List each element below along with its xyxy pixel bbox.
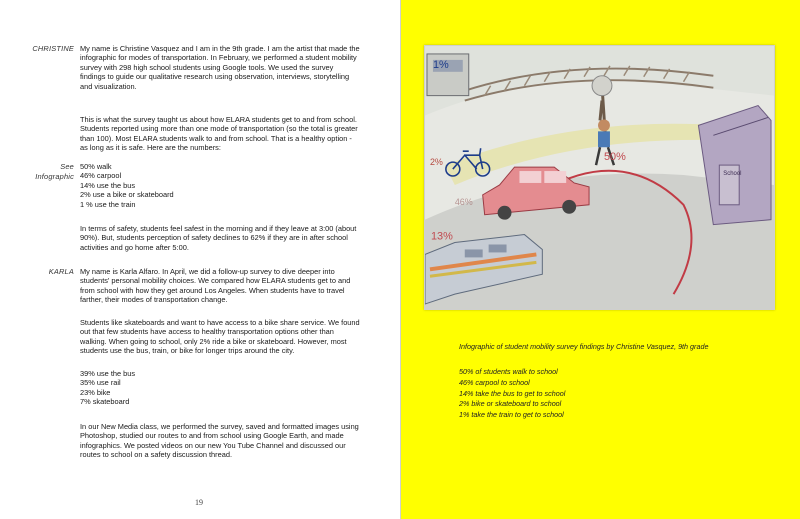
- train-window-1: [465, 249, 483, 257]
- walker-head: [598, 119, 610, 131]
- karla-numbers-list: [80, 369, 360, 407]
- finding-item: 1% take the train to get to school: [459, 410, 564, 420]
- karla-intro-paragraph: My name is Karla Alfaro. In April, we did a follow-up survey to dive deeper into students' personal mobility choices. We compared how ELARA students get to and from school with how they get around Los Angeles. When students have to travel farther, their modes of transportation change.: [80, 267, 351, 305]
- right-page: [401, 0, 800, 519]
- finding-item: 2% bike or skateboard to school: [459, 399, 562, 409]
- christine-safety-paragraph: In terms of safety, students feel safest in the morning and if they leave at 3:00 (about 90%). But, students perception of safety declines to 62% if they are in after school activities and go home after 5:00.: [80, 224, 357, 252]
- christine-numbers-list: [80, 162, 360, 209]
- label-school: School: [723, 171, 742, 178]
- findings-list: [459, 367, 759, 421]
- infographic-margin-label: Infographic: [35, 172, 74, 181]
- page-number: 19: [195, 498, 203, 507]
- car-wheel-front: [562, 200, 576, 214]
- finding-item: 46% carpool to school: [459, 377, 530, 387]
- list-item: 39% use the bus: [80, 369, 136, 378]
- label-46pct: 46%: [454, 196, 473, 207]
- finding-item: 14% take the bus to get to school: [459, 388, 566, 398]
- list-item: 1 % use the train: [80, 199, 136, 209]
- karla-skate-paragraph: Students like skateboards and want to have access to a bike share service. We found out that few students have access to healthy transportation options other than walking. When going to school, only 2% ride a bike or skateboard. However, most students use the bus, train, or bike for longer trips around the city.: [80, 318, 360, 356]
- christine-margin-label: CHRISTINE: [32, 44, 74, 53]
- list-item: 7% skateboard: [80, 397, 130, 407]
- label-13pct: 13%: [430, 230, 453, 243]
- list-item: 14% use the bus: [80, 180, 136, 190]
- car-window-2: [544, 171, 566, 183]
- label-2pct: 2%: [429, 157, 443, 168]
- christine-intro-paragraph: My name is Christine Vasquez and I am in the 9th grade. I am the artist that made the infographic for modes of transportation. In February, we performed a student mobility survey with 298 high school students using Google tools. We used the survey findings to guide our qualitative research using observation, interviews, storytelling and visualization.: [80, 44, 360, 91]
- see-margin-label: See: [60, 162, 74, 171]
- label-1pct: 1%: [432, 58, 449, 71]
- finding-item: 50% of students walk to school: [459, 367, 558, 376]
- train-window-2: [489, 244, 507, 252]
- tree-top: [592, 76, 612, 96]
- christine-survey-paragraph: This is what the survey taught us about how ELARA students get to and from school. Students reported using more than one mode of transportation (so the total is greater than 100). Most ELARA students walk to and from school. That is a healthy option - as long as it is safe. Here are the numbers:: [80, 115, 358, 153]
- karla-margin-label: KARLA: [48, 267, 74, 276]
- label-50pct: 50%: [603, 151, 626, 164]
- list-item: 23% bike: [80, 387, 111, 397]
- karla-media-paragraph: In our New Media class, we performed the survey, saved and formatted images using Photoshop, studied our routes to and from school using Google Earth, and made infographics. We posted videos on our new You Tube Channel and discussed our routes to school on a safety discussion thread.: [80, 422, 359, 460]
- infographic-caption: Infographic of student mobility survey findings by Christine Vasquez, 9th grade: [459, 342, 709, 351]
- infographic-drawing: [424, 45, 775, 310]
- list-item: 46% carpool: [80, 171, 122, 181]
- list-item: 35% use rail: [80, 378, 121, 388]
- list-item: 50% walk: [80, 162, 112, 171]
- infographic-illustration: [425, 46, 774, 309]
- car-window-1: [519, 171, 541, 183]
- car-wheel-back: [498, 206, 512, 220]
- list-item: 2% use a bike or skateboard: [80, 190, 174, 200]
- walker-body: [598, 131, 610, 147]
